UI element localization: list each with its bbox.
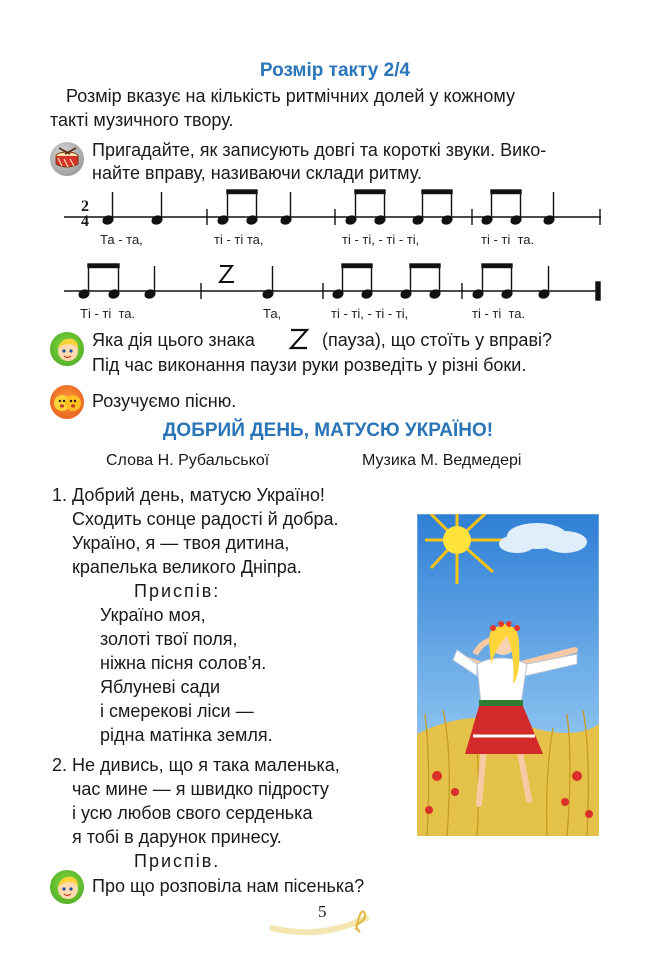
chorus-line-1: Україно моя, [100, 605, 206, 625]
quarter-note [151, 192, 163, 225]
syllables-row2-4: ті - ті та. [472, 306, 526, 321]
syllables-row1-1: Та - та, [100, 232, 143, 247]
verse1-line-1: 1. Добрий день, матусю Україно! [52, 485, 325, 505]
quarter-note [543, 192, 555, 225]
girl-in-field-illustration [417, 514, 599, 836]
syllables-row1-3: ті - ті, - ті - ті, [342, 232, 420, 247]
chorus-label: Приспів: [134, 581, 221, 601]
words-by: Слова Н. Рубальської [106, 452, 270, 469]
quarter-note [262, 266, 274, 299]
final-question: Про що розповіла нам пісенька? [92, 876, 365, 896]
page-title: Розмір такту 2/4 [259, 60, 411, 81]
eighth-note-pair [472, 264, 513, 299]
rest-sign [220, 266, 234, 282]
verse1-line-3: Україно, я — твоя дитина, [72, 533, 290, 553]
verse2-line-4: я тобі в дарунок принесу. [72, 827, 282, 847]
chorus-line-4: Яблуневі сади [100, 677, 221, 697]
music-by: Музика М. Ведмедері [362, 452, 522, 469]
pause-sign-icon [288, 328, 310, 352]
exercise-line-2: найте вправу, називаючи склади ритму. [92, 163, 422, 183]
verse2-line-3: і усю любов свого серденька [72, 803, 313, 823]
child-face-icon [50, 332, 84, 366]
time-signature [79, 199, 91, 229]
verse1-line-4: крапелька великого Дніпра. [72, 557, 302, 577]
eighth-note-pair [78, 264, 120, 299]
eighth-note-pair [412, 190, 453, 225]
syllables-row1-2: ті - ті та, [214, 232, 264, 247]
singing-faces-icon [50, 385, 84, 419]
time-signature-top: 2 [81, 198, 89, 215]
rhythm-notation [0, 180, 670, 315]
learn-song-text: Розучуємо пісню. [92, 391, 237, 411]
chorus-line-3: ніжна пісня солов’я. [100, 653, 267, 673]
pause-question-line-1-before: Яка дія цього знака [92, 330, 255, 350]
eighth-note-pair [332, 264, 373, 299]
drum-icon [50, 142, 84, 176]
quarter-note [144, 266, 156, 299]
pause-question-line-2: Під час виконання паузи руки розведіть у різні боки. [92, 355, 527, 375]
syllables-row2-1: Ті - ті та. [80, 306, 136, 321]
verse1-line-2: Сходить сонце радості й добра. [72, 509, 339, 529]
page-number: 5 [318, 902, 327, 921]
quarter-note [280, 192, 292, 225]
chorus-line-2: золоті твої поля, [100, 629, 238, 649]
eighth-note-pair [481, 190, 522, 225]
pause-question-line-1-after: (пауза), що стоїть у вправі? [322, 330, 553, 350]
quarter-note [538, 266, 550, 299]
time-signature-bottom: 4 [81, 213, 89, 230]
syllables-row1-4: ті - ті та. [481, 232, 535, 247]
syllables-row2-3: ті - ті, - ті - ті, [331, 306, 409, 321]
quarter-note [102, 192, 114, 225]
chorus-end: Приспів. [134, 851, 221, 871]
final-bar-line [596, 282, 600, 300]
song-title: ДОБРИЙ ДЕНЬ, МАТУСЮ УКРАЇНО! [162, 420, 494, 441]
eighth-note-pair [345, 190, 386, 225]
eighth-note-pair [400, 264, 441, 299]
eighth-note-pair [217, 190, 258, 225]
page-number-swoosh [270, 900, 390, 940]
child-face-icon [50, 870, 84, 904]
chorus-line-5: і смерекові ліси — [100, 701, 254, 721]
exercise-line-1: Пригадайте, як записують довгі та короткі звуки. Вико- [92, 140, 547, 160]
intro-line-2: такті музичного твору. [50, 110, 234, 130]
syllables-row2-2: Та, [263, 306, 282, 321]
verse2-line-2: час мине — я швидко підросту [72, 779, 329, 799]
intro-line-1: Розмір вказує на кількість ритмічних долей у кожному [66, 86, 515, 106]
verse2-line-1: 2. Не дивись, що я така маленька, [52, 755, 340, 775]
chorus-line-6: рідна матінка земля. [100, 725, 273, 745]
